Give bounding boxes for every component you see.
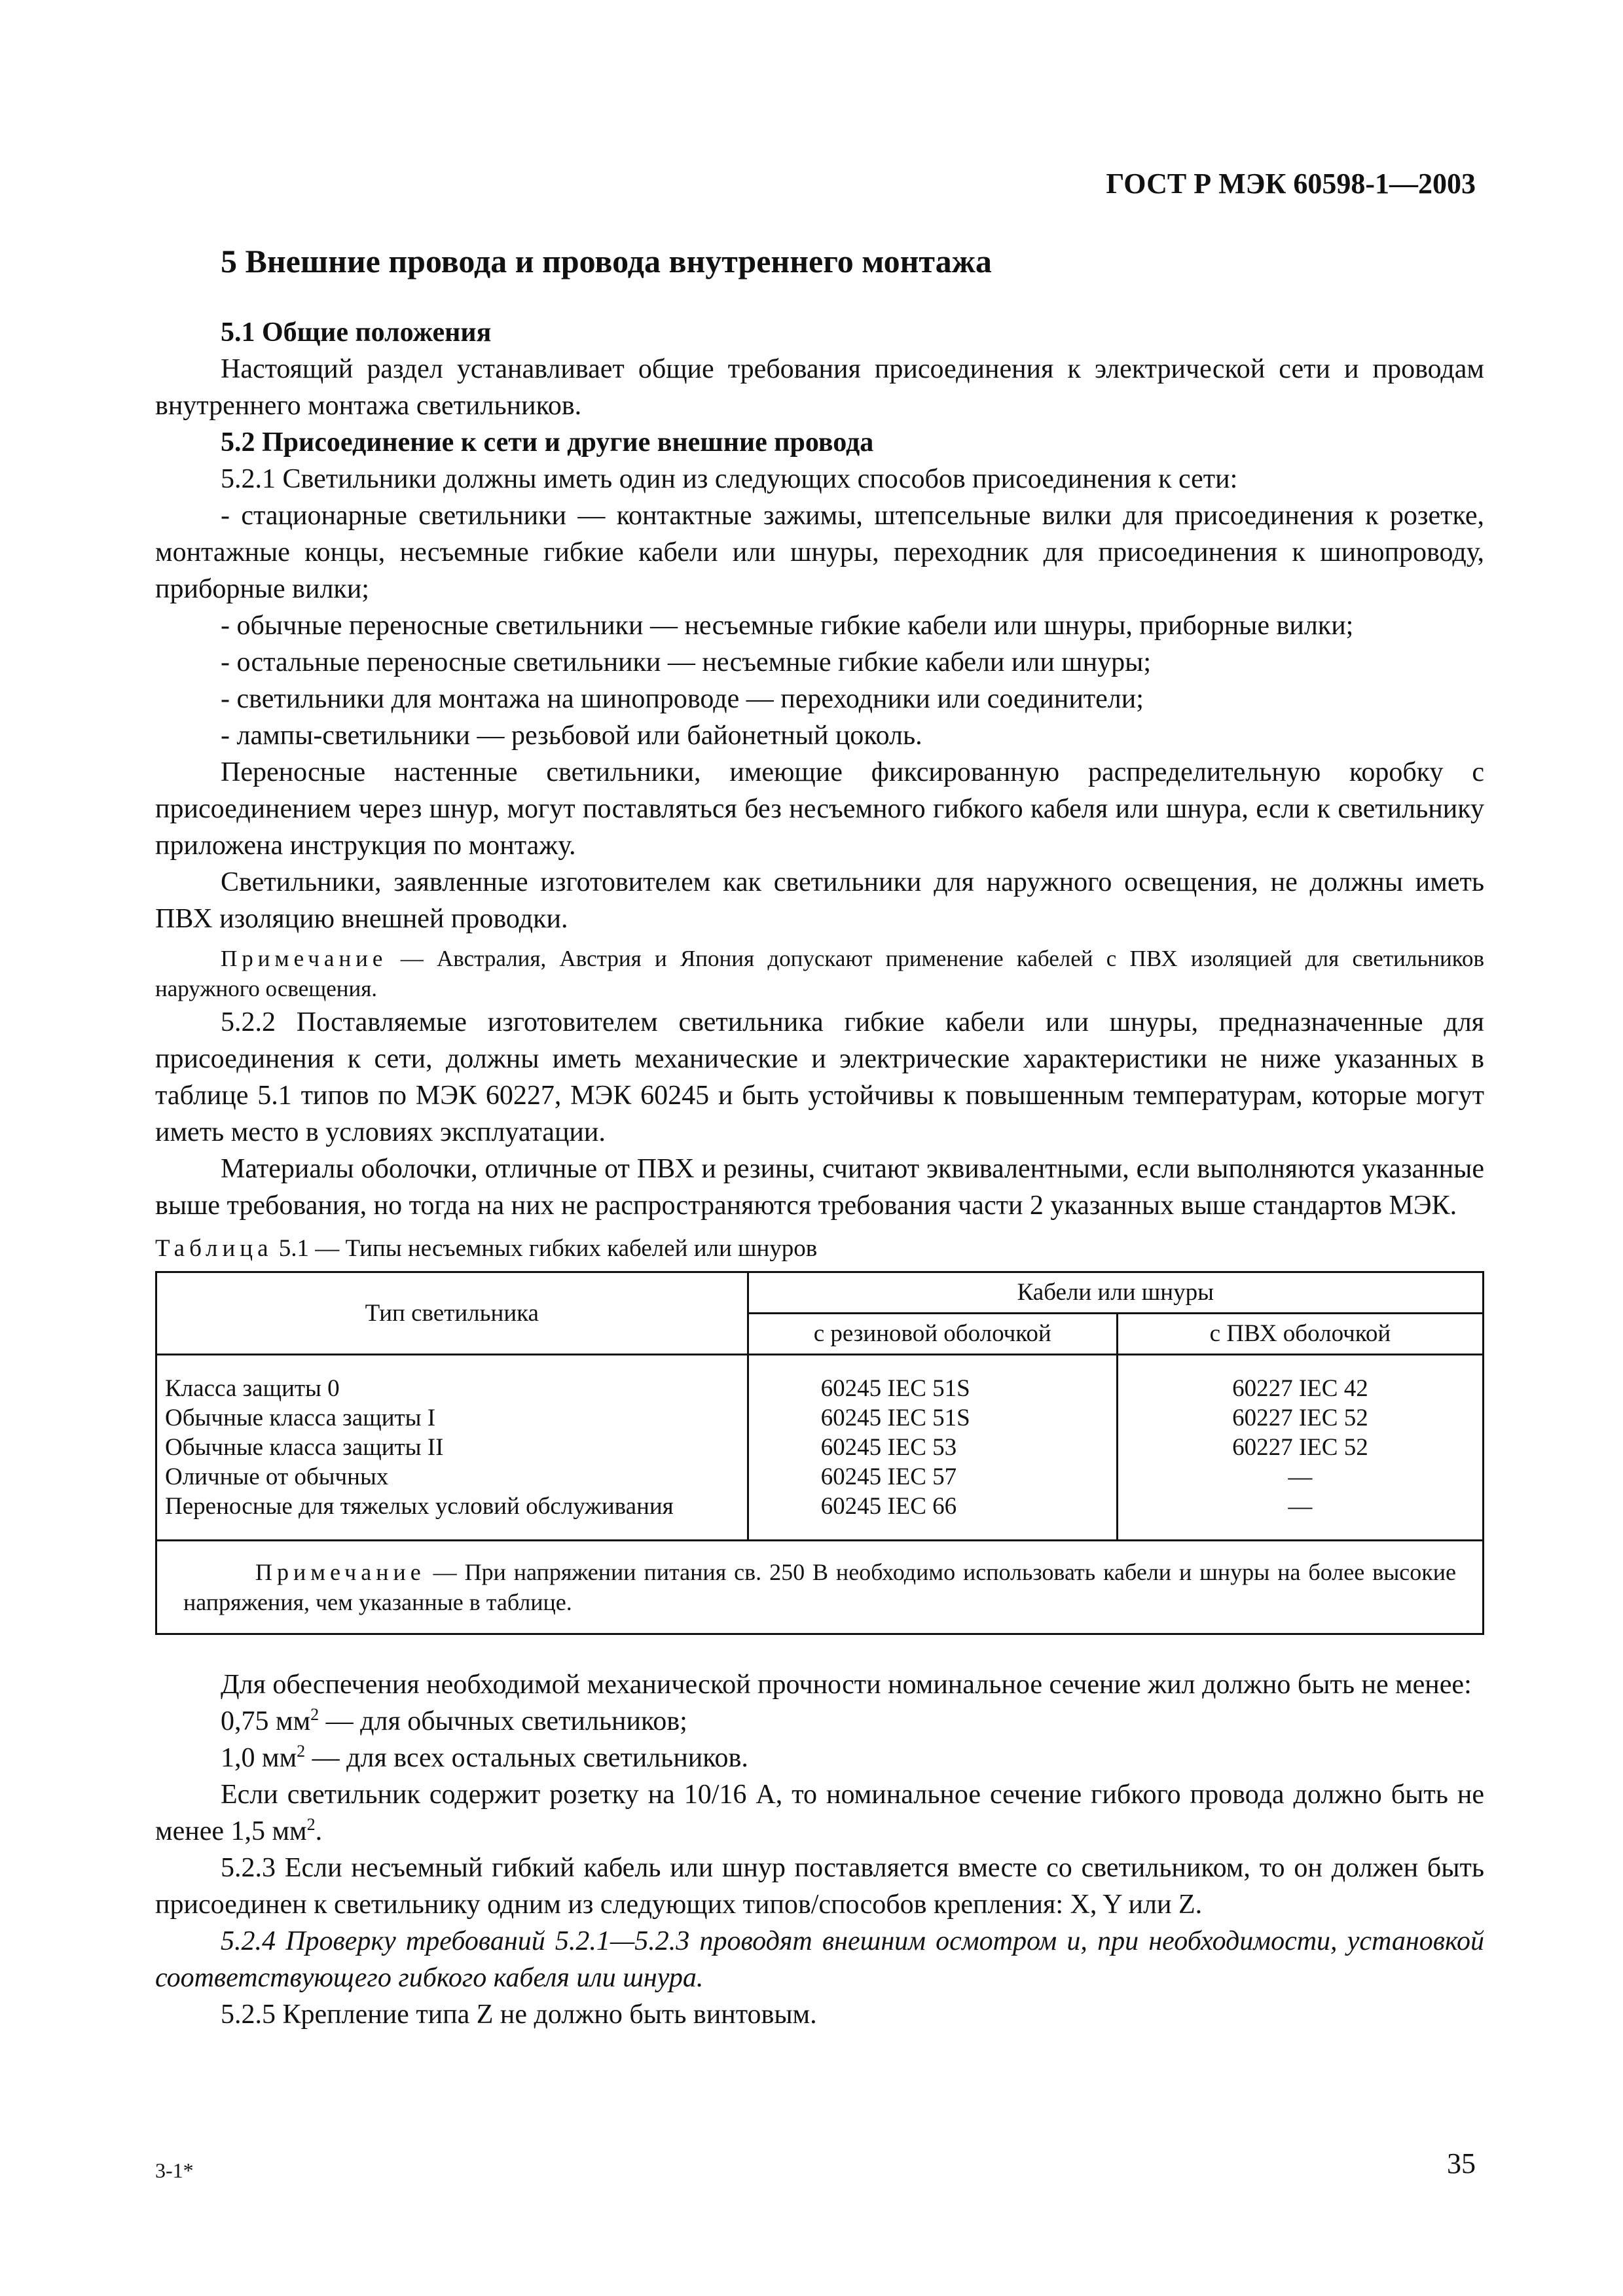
table-row xyxy=(156,1355,1484,1404)
table-cell: 60245 IEC 53 xyxy=(748,1433,1117,1462)
table-note-label: Примечание xyxy=(255,1559,426,1585)
column-header-pvc: с ПВХ оболочкой xyxy=(1117,1314,1483,1355)
paragraph-portable: Переносные настенные светильники, имеющие фиксированную распределительную коробку с присоединением через шнур, могут поставляться без несъемного гибкого кабеля или шнура, если к светильнику приложена инструкция по монтажу. xyxy=(155,757,1484,861)
paragraph-5-1: Настоящий раздел устанавливает общие требования присоединения к электрической сети и проводам внутреннего монтажа светильников. xyxy=(155,354,1484,421)
document-header-id: ГОСТ Р МЭК 60598-1—2003 xyxy=(1106,168,1476,200)
table-cell: 60245 IEC 66 xyxy=(748,1492,1117,1541)
paragraph-5-2-2: 5.2.2 Поставляемые изготовителем светильника гибкие кабели или шнуры, предназначенные для присоединения к сети, должны иметь механические и электрические характеристики не ниже указанных в таблице 5.1 типов по МЭК 60227, МЭК 60245 и быть устойчивы к повышенным температурам, которые могут иметь место в условиях эксплуатации. xyxy=(155,1007,1484,1147)
document-body xyxy=(155,314,1484,2033)
list-item: - остальные переносные светильники — несъемные гибкие кабели или шнуры; xyxy=(221,647,1152,677)
table-cell: — xyxy=(1117,1462,1483,1492)
table-cell: 60227 IEC 52 xyxy=(1117,1403,1483,1433)
table-cell: Класса защиты 0 xyxy=(156,1355,748,1404)
table-cell: Обычные класса защиты II xyxy=(156,1433,748,1462)
list-item: - обычные переносные светильники — несъемные гибкие кабели или шнуры, приборные вилки; xyxy=(221,611,1354,641)
list-item: 0,75 $мм^2$ — для обычных светильников; xyxy=(221,1705,687,1736)
table-cell: 60245 IEC 57 xyxy=(748,1462,1117,1492)
column-header-group: Кабели или шнуры xyxy=(748,1272,1483,1314)
table-caption-text: 5.1 — Типы несъемных гибких кабелей или шнуров xyxy=(278,1235,818,1262)
paragraph-outdoor: Светильники, заявленные изготовителем как светильники для наружного освещения, не должны иметь ПВХ изоляцию внешней проводки. xyxy=(155,867,1484,934)
table-cell: 60245 IEC 51S xyxy=(748,1403,1117,1433)
paragraph-socket: Если светильник содержит розетку на 10/16 А, то номинальное сечение гибкого провода должно быть не менее 1,5 $мм^2$. xyxy=(155,1780,1484,1846)
list-item: - стационарные светильники — контактные зажимы, штепсельные вилки для присоединения к розетке, монтажные концы, несъемные гибкие кабели или шнуры, переходник для присоединения к шинопроводу, приборные вилки; xyxy=(155,501,1484,604)
list-item: 1,0 $мм^2$ — для всех остальных светильников. xyxy=(221,1742,748,1773)
list-item: - лампы-светильники — резьбовой или байонетный цоколь. xyxy=(221,721,922,751)
note-text: — Австралия, Австрия и Япония допускают применение кабелей с ПВХ изоляцией для светильников наружного освещения. xyxy=(155,946,1484,1001)
table-cell: Переносные для тяжелых условий обслуживания xyxy=(156,1492,748,1541)
subsection-heading-5-2: 5.2 Присоединение к сети и другие внешние провода xyxy=(221,427,874,457)
table-cell: — xyxy=(1117,1492,1483,1541)
footer-signature-mark: 3-1* xyxy=(155,2159,194,2182)
table-row xyxy=(156,1433,1484,1462)
page-number: 35 xyxy=(1447,2147,1476,2179)
table-cell: Обычные класса защиты I xyxy=(156,1403,748,1433)
subsection-heading-5-1: 5.1 Общие положения xyxy=(221,317,492,348)
table-row xyxy=(156,1403,1484,1433)
table-caption xyxy=(155,1233,1484,1265)
table-cell: 60245 IEC 51S xyxy=(748,1355,1117,1404)
column-header-type: Тип светильника xyxy=(156,1272,748,1355)
table-row xyxy=(156,1492,1484,1541)
table-cell: Оличные от обычных xyxy=(156,1462,748,1492)
note-outdoor xyxy=(155,944,1484,1004)
column-header-rubber: с резиновой оболочкой xyxy=(748,1314,1117,1355)
paragraph-5-2-1: 5.2.1 Светильники должны иметь один из следующих способов присоединения к сети: xyxy=(221,464,1238,494)
paragraph-materials: Материалы оболочки, отличные от ПВХ и резины, считают эквивалентными, если выполняются указанные выше требования, но тогда на них не распространяются требования части 2 указанных выше стандартов МЭК. xyxy=(155,1154,1484,1221)
list-item: - светильники для монтажа на шинопроводе — переходники или соединители; xyxy=(221,684,1144,714)
table-cell: 60227 IEC 52 xyxy=(1117,1433,1483,1462)
table-caption-label: Таблица xyxy=(155,1235,273,1262)
paragraph-strength: Для обеспечения необходимой механической прочности номинальное сечение жил должно быть не менее: xyxy=(221,1670,1472,1700)
note-label: Примечание xyxy=(221,946,388,971)
table-cell: 60227 IEC 42 xyxy=(1117,1355,1483,1404)
table-row xyxy=(156,1462,1484,1492)
paragraph-5-2-3: 5.2.3 Если несъемный гибкий кабель или шнур поставляется вместе со светильником, то он должен быть присоединен к светильнику одним из следующих типов/способов крепления: X, Y или Z. xyxy=(155,1853,1484,1920)
paragraph-5-2-5: 5.2.5 Крепление типа Z не должно быть винтовым. xyxy=(221,2000,817,2030)
cable-types-table xyxy=(155,1271,1484,1635)
paragraph-5-2-4: 5.2.4 Проверку требований 5.2.1—5.2.3 проводят внешним осмотром и, при необходимости, установкой соответствующего гибкого кабеля или шнура. xyxy=(155,1926,1484,1993)
table-note-text: — При напряжении питания св. 250 В необходимо использовать кабели и шнуры на более высокие напряжения, чем указанные в таблице. xyxy=(183,1559,1457,1615)
section-title: 5 Внешние провода и провода внутреннего монтажа xyxy=(221,243,992,279)
table-note xyxy=(156,1541,1484,1634)
